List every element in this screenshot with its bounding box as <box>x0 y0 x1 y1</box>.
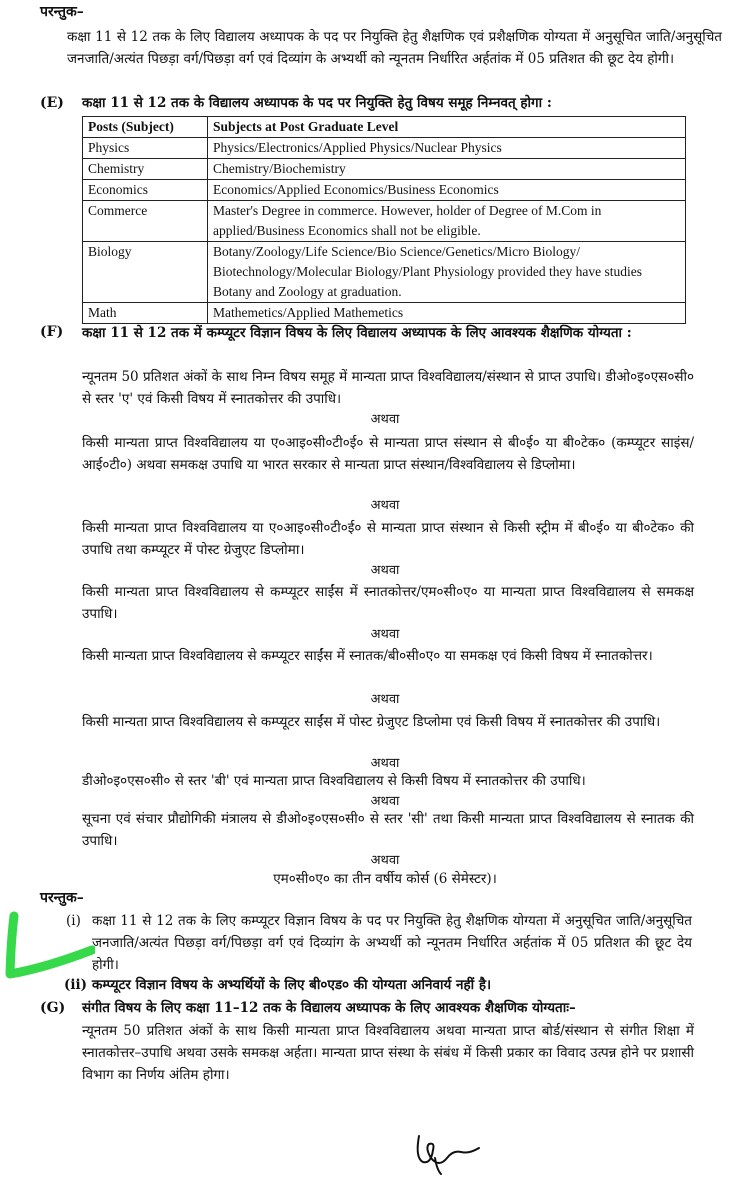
table-cell-subjects: Economics/Applied Economics/Business Economics <box>208 180 686 201</box>
or-divider: अथवा <box>370 412 400 427</box>
table-row <box>83 138 686 159</box>
proviso-number: (ii) <box>64 977 88 993</box>
table-cell-subjects: Botany/Zoology/Life Science/Bio Science/Genetics/Micro Biology/ Biotechnology/Molecular Biology/Plant Physiology provided they have studies Botany and Zoology at graduation. <box>208 242 686 303</box>
option-text: किसी मान्यता प्राप्त विश्वविद्यालय या ए०आइ०सी०टी०ई० से मान्यता प्राप्त संस्थान से बी०ई० या बी०टेक० (कम्प्यूटर साइंस/आई०टी०) अथवा समकक्ष उपाधि या भारत सरकार से मान्यता प्राप्त संस्थान/विश्वविद्यालय से डिप्लोमा। <box>82 435 694 473</box>
table-cell-post: Math <box>83 303 208 324</box>
table-cell-subjects: Mathemetics/Applied Mathemetics <box>208 303 686 324</box>
table-cell-post: Physics <box>83 138 208 159</box>
table-row <box>83 242 686 303</box>
or-divider: अथवा <box>370 794 400 809</box>
option-text: सूचना एवं संचार प्रौद्योगिकी मंत्रालय से डीओ०इ०एस०सी० से स्तर 'सी' तथा किसी मान्यता प्राप्त विश्वविद्यालय से स्नातक की उपाधि। <box>82 811 694 849</box>
proviso-paragraph: कक्षा 11 से 12 तक के लिए कम्प्यूटर विज्ञान विषय के पद पर नियुक्ति हेतु शैक्षणिक योग्यता में अनुसूचित जाति/अनुसूचित जनजाति/अत्यंत पिछड़ा वर्ग/पिछड़ा वर्ग एवं दिव्यांग के अभ्यर्थी को न्यूनतम निर्धारित अर्हतांक में 05 प्रतिशत की छूट देय होगी। <box>92 913 692 973</box>
option-text: न्यूनतम 50 प्रतिशत अंकों के साथ निम्न विषय समूह में मान्यता प्राप्त विश्वविद्यालय/संस्थान से प्राप्त उपाधि। डीओ०इ०एस०सी० से स्तर 'ए' एवं किसी विषय में स्नातकोत्तर की उपाधि। <box>82 369 694 407</box>
table-row <box>83 303 686 324</box>
table-cell-subjects: Chemistry/Biochemistry <box>208 159 686 180</box>
or-divider: अथवा <box>370 853 400 868</box>
table-cell-post: Economics <box>83 180 208 201</box>
option-text: डीओ०इ०एस०सी० से स्तर 'बी' एवं मान्यता प्राप्त विश्वविद्यालय से किसी विषय में स्नातकोत्तर की उपाधि। <box>82 773 586 789</box>
table-row <box>83 180 686 201</box>
proviso-heading: परन्तुक– <box>40 4 84 20</box>
table-row <box>83 201 686 242</box>
section-g-title: संगीत विषय के लिए कक्षा 11–12 तक के विद्यालय अध्यापक के लिए आवश्यक शैक्षणिक योग्यताः– <box>82 1000 576 1016</box>
table-row <box>83 159 686 180</box>
proviso-number: (i) <box>66 913 81 929</box>
option-text: किसी मान्यता प्राप्त विश्वविद्यालय से कम्प्यूटर साईंस में स्नातकोत्तर/एम०सी०ए० या मान्यता प्राप्त विश्वविद्यालय से समकक्ष उपाधि। <box>82 584 694 622</box>
subject-table <box>82 116 686 324</box>
table-cell-post: Commerce <box>83 201 208 242</box>
or-divider: अथवा <box>370 563 400 578</box>
signature <box>405 1128 485 1176</box>
proviso-heading: परन्तुक– <box>40 890 84 906</box>
option-text: एम०सी०ए० का तीन वर्षीय कोर्स (6 सेमेस्टर)। <box>273 871 497 887</box>
section-g-paragraph: न्यूनतम 50 प्रतिशत अंकों के साथ किसी मान्यता प्राप्त विश्वविद्यालय अथवा मान्यता प्राप्त बोर्ड/संस्थान से संगीत शिक्षा में स्नातकोत्तर–उपाधि अथवा उसके समकक्ष अर्हता। मान्यता प्राप्त संस्था के संबंध में किसी प्रकार का विवाद उत्पन्न होने पर प्रशासी विभाग का निर्णय अंतिम होगा। <box>82 1023 694 1083</box>
option-text: किसी मान्यता प्राप्त विश्वविद्यालय से कम्प्यूटर साईंस में पोस्ट ग्रेजुएट डिप्लोमा एवं किसी विषय में स्नातकोत्तर की उपाधि। <box>82 714 661 730</box>
section-e-title: कक्षा 11 से 12 तक के विद्यालय अध्यापक के पद पर नियुक्ति हेतु विषय समूह निम्नवत् होगा : <box>82 95 552 111</box>
section-g-label: (G) <box>40 1000 66 1016</box>
table-cell-subjects: Master's Degree in commerce. However, holder of Degree of M.Com in applied/Business Economics shall not be eligible. <box>208 201 686 242</box>
table-header-subjects: Subjects at Post Graduate Level <box>208 117 686 138</box>
or-divider: अथवा <box>370 692 400 707</box>
section-e-label: (E) <box>40 95 64 111</box>
green-checkmark-icon <box>0 900 95 990</box>
section-f-label: (F) <box>40 324 64 340</box>
or-divider: अथवा <box>370 498 400 513</box>
or-divider: अथवा <box>370 627 400 642</box>
proviso-paragraph: कम्प्यूटर विज्ञान विषय के अभ्यर्थियों के लिए बी०एड० की योग्यता अनिवार्य नहीं है। <box>92 977 492 993</box>
option-text: किसी मान्यता प्राप्त विश्वविद्यालय या ए०आइ०सी०टी०ई० से मान्यता प्राप्त संस्थान से किसी स्ट्रीम में बी०ई० या बी०टेक० की उपाधि तथा कम्प्यूटर में पोस्ट ग्रेजुएट डिप्लोमा। <box>82 520 694 558</box>
section-f-title: कक्षा 11 से 12 तक में कम्प्यूटर विज्ञान विषय के लिए विद्यालय अध्यापक के लिए आवश्यक शैक्षणिक योग्यता : <box>82 325 632 341</box>
or-divider: अथवा <box>370 756 400 771</box>
option-text: किसी मान्यता प्राप्त विश्वविद्यालय से कम्प्यूटर साईंस में स्नातक/बी०सी०ए० या समकक्ष एवं किसी विषय में स्नातकोत्तर। <box>82 648 653 664</box>
table-header-posts: Posts (Subject) <box>83 117 208 138</box>
table-cell-subjects: Physics/Electronics/Applied Physics/Nuclear Physics <box>208 138 686 159</box>
table-cell-post: Biology <box>83 242 208 303</box>
proviso-paragraph: कक्षा 11 से 12 तक के लिए विद्यालय अध्यापक के पद पर नियुक्ति हेतु शैक्षणिक एवं प्रशैक्षणिक योग्यता में अनुसूचित जाति/अनुसूचित जनजाति/अत्यंत पिछड़ा वर्ग/पिछड़ा वर्ग एवं दिव्यांग के अभ्यर्थी को न्यूनतम निर्धारित अर्हतांक में 05 प्रतिशत की छूट देय होगी। <box>67 29 722 67</box>
table-cell-post: Chemistry <box>83 159 208 180</box>
table-header-row <box>83 117 686 138</box>
